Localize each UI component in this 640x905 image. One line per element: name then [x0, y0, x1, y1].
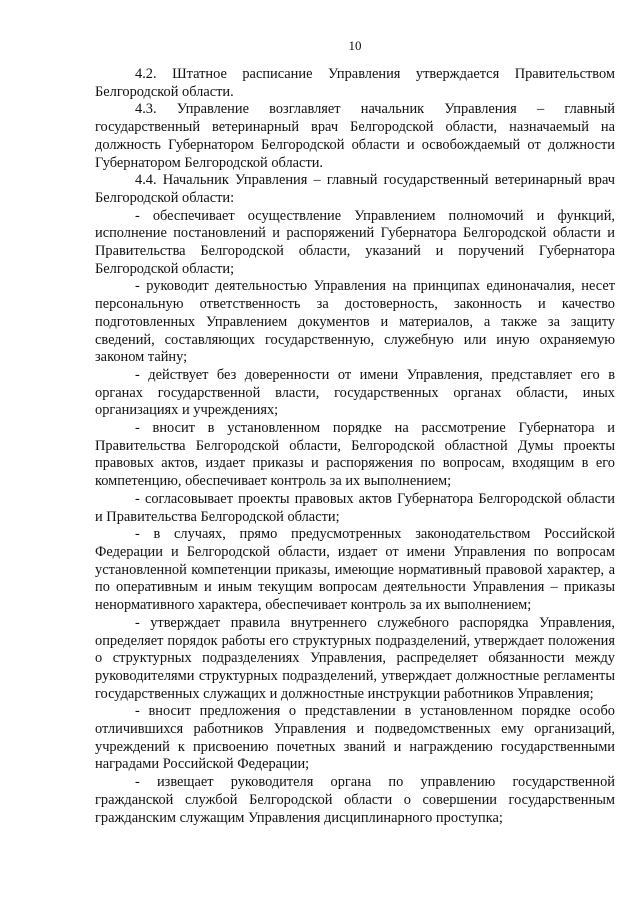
- list-item-ensures-powers: - обеспечивает осуществление Управлением полномочий и функций, исполнение постановлений и распоряжений Губернатора Белгородской области и Правительства Белгородской области, указаний и поручений Губернатора Белгородской области;: [95, 207, 615, 277]
- document-body: [95, 66, 615, 827]
- list-item-submits-awards-proposals: - вносит предложения о представлении в установленном порядке особо отличившихся работников Управления и подведомственных ему организаций, учреждений к присвоению почетных званий и награждению государственными наградами Российской Федерации;: [95, 703, 615, 773]
- list-item-approves-rules: - утверждает правила внутреннего служебного распорядка Управления, определяет порядок работы его структурных подразделений, утверждает положения о структурных подразделениях Управления, распределяет обязанности между руководителями структурных подразделений, утверждает должностные регламенты государственных служащих и должностные инструкции работников Управления;: [95, 614, 615, 702]
- paragraph-4-4: 4.4. Начальник Управления – главный государственный ветеринарный врач Белгородской области:: [95, 172, 615, 206]
- paragraph-4-3: 4.3. Управление возглавляет начальник Управления – главный государственный ветеринарный врач Белгородской области, назначаемый на должность Губернатором Белгородской области и освобождаемый от должности Губернатором Белгородской области.: [95, 101, 615, 171]
- list-item-manages-activity: - руководит деятельностью Управления на принципах единоначалия, несет персональную ответственность за достоверность, законность и качество подготовленных Управлением документов и материалов, а также за защиту сведений, составляющих государственную, служебную или иную охраняемую законом тайну;: [95, 278, 615, 366]
- list-item-issues-orders: - в случаях, прямо предусмотренных законодательством Российской Федерации и Белгородской области, издает от имени Управления по вопросам установленной компетенции приказы, имеющие нормативный правовой характер, а по оперативным и иным текущим вопросам деятельности Управления – приказы ненормативного характера, обеспечивает контроль за их выполнением;: [95, 526, 615, 614]
- list-item-notifies-disciplinary: - извещает руководителя органа по управлению государственной гражданской службой Белгородской области о совершении государственным гражданским служащим Управления дисциплинарного проступка;: [95, 774, 615, 826]
- list-item-approves-draft-acts: - согласовывает проекты правовых актов Губернатора Белгородской области и Правительства Белгородской области;: [95, 490, 615, 525]
- page-number: 10: [348, 38, 362, 53]
- list-item-acts-without-power-of-attorney: - действует без доверенности от имени Управления, представляет его в органах государственной власти, государственных органах области, иных организациях и учреждениях;: [95, 366, 615, 419]
- list-item-submits-draft-acts: - вносит в установленном порядке на рассмотрение Губернатора и Правительства Белгородской области, Белгородской областной Думы проекты правовых актов, издает приказы и распоряжения по вопросам, входящим в его компетенцию, обеспечивает контроль за их выполнением;: [95, 420, 615, 490]
- paragraph-4-2: 4.2. Штатное расписание Управления утверждается Правительством Белгородской области.: [95, 66, 615, 100]
